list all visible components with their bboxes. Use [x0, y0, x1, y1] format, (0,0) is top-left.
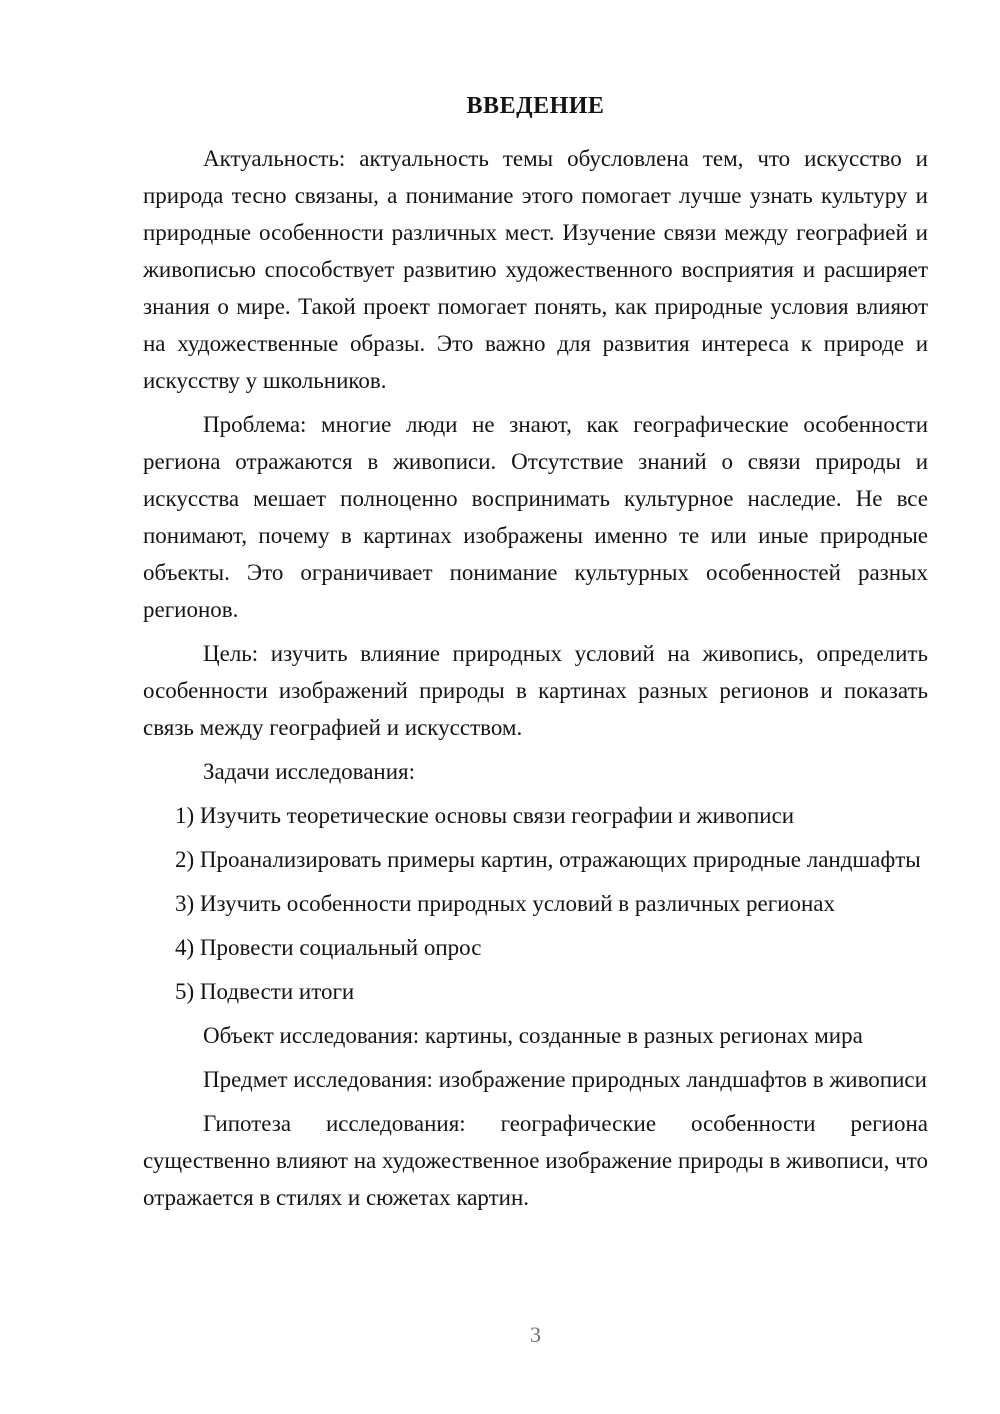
- page-number: 3: [530, 1322, 541, 1347]
- page-title: ВВЕДЕНИЕ: [466, 93, 605, 119]
- task-item-4: 4) Провести социальный опрос: [175, 935, 482, 960]
- paragraph-relevance: Актуальность: актуальность темы обусловлена тем, что искусство и природа тесно связаны, а понимание этого помогает лучше узнать культуру и природные особенности различных мест. Изучение связи между географией и живописью способствует развитию художественного восприятия и расширяет знания о мире. Такой проект помогает понять, как природные условия влияют на художественные образы. Это важно для развития интереса к природе и искусству у школьников.: [143, 146, 928, 393]
- task-item-1: 1) Изучить теоретические основы связи географии и живописи: [175, 803, 795, 828]
- paragraph-problem: Проблема: многие люди не знают, как географические особенности региона отражаются в живописи. Отсутствие знаний о связи природы и искусства мешает полноценно воспринимать культурное наследие. Не все понимают, почему в картинах изображены именно те или иные природные объекты. Это ограничивает понимание культурных особенностей разных регионов.: [143, 412, 928, 622]
- task-item-2: 2) Проанализировать примеры картин, отражающих природные ландшафты: [175, 847, 921, 872]
- paragraph-goal: Цель: изучить влияние природных условий на живопись, определить особенности изображений природы в картинах разных регионов и показать связь между географией и искусством.: [143, 641, 928, 740]
- paragraph-hypothesis: Гипотеза исследования: географические особенности региона существенно влияют на художественное изображение природы в живописи, что отражается в стилях и сюжетах картин.: [143, 1111, 928, 1210]
- task-item-5: 5) Подвести итоги: [175, 979, 355, 1004]
- paragraph-research-object: Объект исследования: картины, созданные в разных регионах мира: [203, 1023, 863, 1048]
- paragraph-research-subject: Предмет исследования: изображение природных ландшафтов в живописи: [203, 1067, 927, 1092]
- tasks-label: Задачи исследования:: [203, 759, 416, 784]
- task-item-3: 3) Изучить особенности природных условий в различных регионах: [175, 891, 836, 916]
